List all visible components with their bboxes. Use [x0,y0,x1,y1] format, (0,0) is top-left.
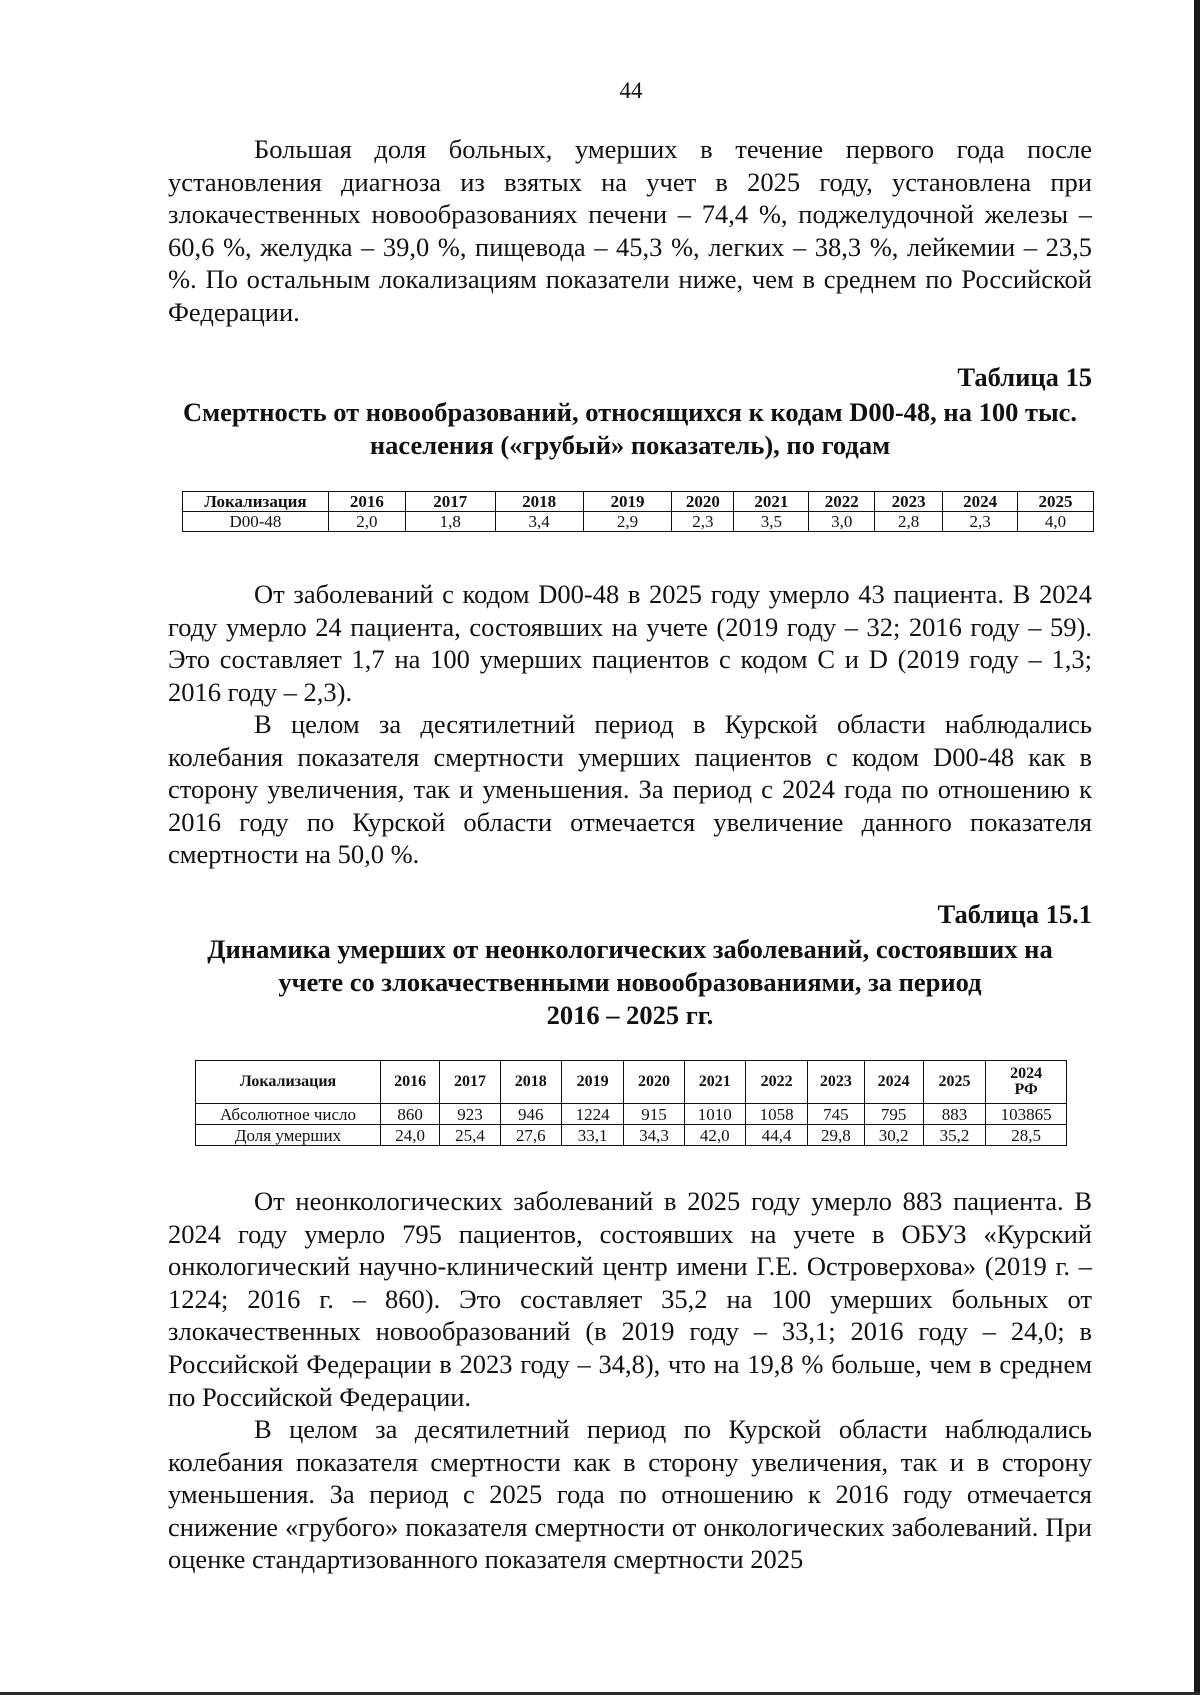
table-cell: 44,4 [745,1125,807,1146]
table-header-cell: 2024 [943,492,1018,512]
table-header-cell: 2016 [381,1061,440,1104]
table-15-1-header-row [196,1061,1067,1104]
table-cell: 1224 [561,1104,623,1125]
paragraph-decade-trend: В целом за десятилетний период по Курской области наблюдались колебания показателя смертности как в сторону увеличения, так и в сторону уменьшения. За период с 2025 года по отношению к 2016 году отмечается снижение «грубого» показателя смертности от онкологических заболеваний. При оценке стандартизованного показателя смертности 2025 [168,1414,1092,1575]
table-15-1-title-line: 2016 – 2025 гг. [546,1000,714,1030]
table-cell: 745 [808,1104,864,1125]
table-cell: 30,2 [864,1125,923,1146]
table-cell: 27,6 [500,1125,561,1146]
table-cell: 1,8 [405,512,495,532]
table-cell: 860 [381,1104,440,1125]
table-cell: 2,3 [672,512,734,532]
table-cell: 1010 [684,1104,745,1125]
table-cell: 883 [923,1104,985,1125]
table-header-cell: 2019 [583,492,672,512]
table-cell: Абсолютное число [196,1104,381,1125]
table-header-cell: 2020 [624,1061,684,1104]
table-15-title: Смертность от новообразований, относящихся к кодам D00-48, на 100 тыс. населения («грубый» показатель), по годам [182,397,1078,460]
table-15-caption: Таблица 15 [957,362,1092,392]
table-cell: Доля умерших [196,1125,381,1146]
table-row [196,1104,1067,1125]
page-number: 44 [619,78,643,103]
table-cell: 24,0 [381,1125,440,1146]
table-cell: 35,2 [923,1125,985,1146]
table-15-1-caption: Таблица 15.1 [937,899,1092,929]
paragraph-first-year-mortality: Большая доля больных, умерших в течение первого года после установления диагноза из взятых на учет в 2025 году, установлена при злокачественных новообразованиях печени – 74,4 %, поджелудочной железы – 60,6 %, желудка – 39,0 %, пищевода – 45,3 %, легких – 38,3 %, лейкемии – 23,5 %. По остальным локализациям показатели ниже, чем в среднем по Российской Федерации. [168,134,1092,327]
table-row [183,512,1094,532]
table-cell: 25,4 [440,1125,500,1146]
table-header-cell: 2024 [864,1061,923,1104]
table-cell: 2,3 [943,512,1018,532]
table-cell: 795 [864,1104,923,1125]
table-cell: 28,5 [986,1125,1067,1146]
table-cell: 42,0 [684,1125,745,1146]
table-header-cell: 2023 [808,1061,864,1104]
table-cell: 2,9 [583,512,672,532]
table-header-cell: 2018 [500,1061,561,1104]
table-15 [182,491,1094,532]
table-15-header-row [183,492,1094,512]
table-header-cell: 2021 [734,492,809,512]
table-header-cell: 2023 [875,492,943,512]
paragraph-d00-48-trend: В целом за десятилетний период в Курской области наблюдались колебания показателя смертности умерших пациентов с кодом D00-48 как в сторону увеличения, так и уменьшения. За период с 2024 года по отношению к 2016 году по Курской области отмечается увеличение данного показателя смертности на 50,0 %. [168,709,1092,870]
table-header-cell: 2020 [672,492,734,512]
table-cell: D00-48 [183,512,329,532]
table-cell: 915 [624,1104,684,1125]
table-header-cell: 2017 [405,492,495,512]
table-header-cell: 2025 [1018,492,1094,512]
table-cell: 34,3 [624,1125,684,1146]
rf-label: РФ [1014,1081,1038,1098]
table-cell: 2,0 [328,512,405,532]
table-header-cell: 2022 [745,1061,807,1104]
table-15-1 [195,1060,1067,1146]
table-cell: 3,4 [495,512,583,532]
paragraph-d00-48-deaths: От заболеваний с кодом D00-48 в 2025 году умерло 43 пациента. В 2024 году умерло 24 пациента, состоявших на учете (2019 году – 32; 2016 году – 59). Это составляет 1,7 на 100 умерших пациентов с кодом С и D (2019 году – 1,3; 2016 году – 2,3). [168,579,1092,707]
table-15-1-title [168,933,1092,1032]
table-header-cell: Локализация [183,492,329,512]
table-row [196,1125,1067,1146]
table-cell: 3,0 [809,512,875,532]
table-cell: 29,8 [808,1125,864,1146]
table-15-1-title-line: учете со злокачественными новообразованиями, за период [278,967,982,997]
table-header-cell: 2018 [495,492,583,512]
table-header-cell: 2016 [328,492,405,512]
table-header-cell: 2022 [809,492,875,512]
table-header-cell: 2021 [684,1061,745,1104]
scan-edge-right [1194,0,1200,1695]
paragraph-non-oncological-deaths: От неонкологических заболеваний в 2025 году умерло 883 пациента. В 2024 году умерло 795 пациентов, состоявших на учете в ОБУЗ «Курский онкологический научно-клинический центр имени Г.Е. Островерхова» (2019 г. – 1224; 2016 г. – 860). Это составляет 35,2 на 100 умерших больных от злокачественных новообразований (в 2019 году – 33,1; 2016 году – 24,0; в Российской Федерации в 2023 году – 34,8), что на 19,8 % больше, чем в среднем по Российской Федерации. [168,1186,1092,1412]
table-cell: 923 [440,1104,500,1125]
table-cell: 1058 [745,1104,807,1125]
table-header-cell: 2019 [561,1061,623,1104]
table-header-cell-rf [986,1061,1067,1104]
table-cell: 103865 [986,1104,1067,1125]
table-header-cell: Локализация [196,1061,381,1104]
table-cell: 3,5 [734,512,809,532]
table-header-cell: 2017 [440,1061,500,1104]
table-cell: 946 [500,1104,561,1125]
rf-year: 2024 [1010,1065,1043,1082]
table-15-1-title-line: Динамика умерших от неонкологических заболеваний, состоявших на [207,934,1053,964]
table-cell: 33,1 [561,1125,623,1146]
table-cell: 2,8 [875,512,943,532]
table-header-cell: 2025 [923,1061,985,1104]
table-cell: 4,0 [1018,512,1094,532]
